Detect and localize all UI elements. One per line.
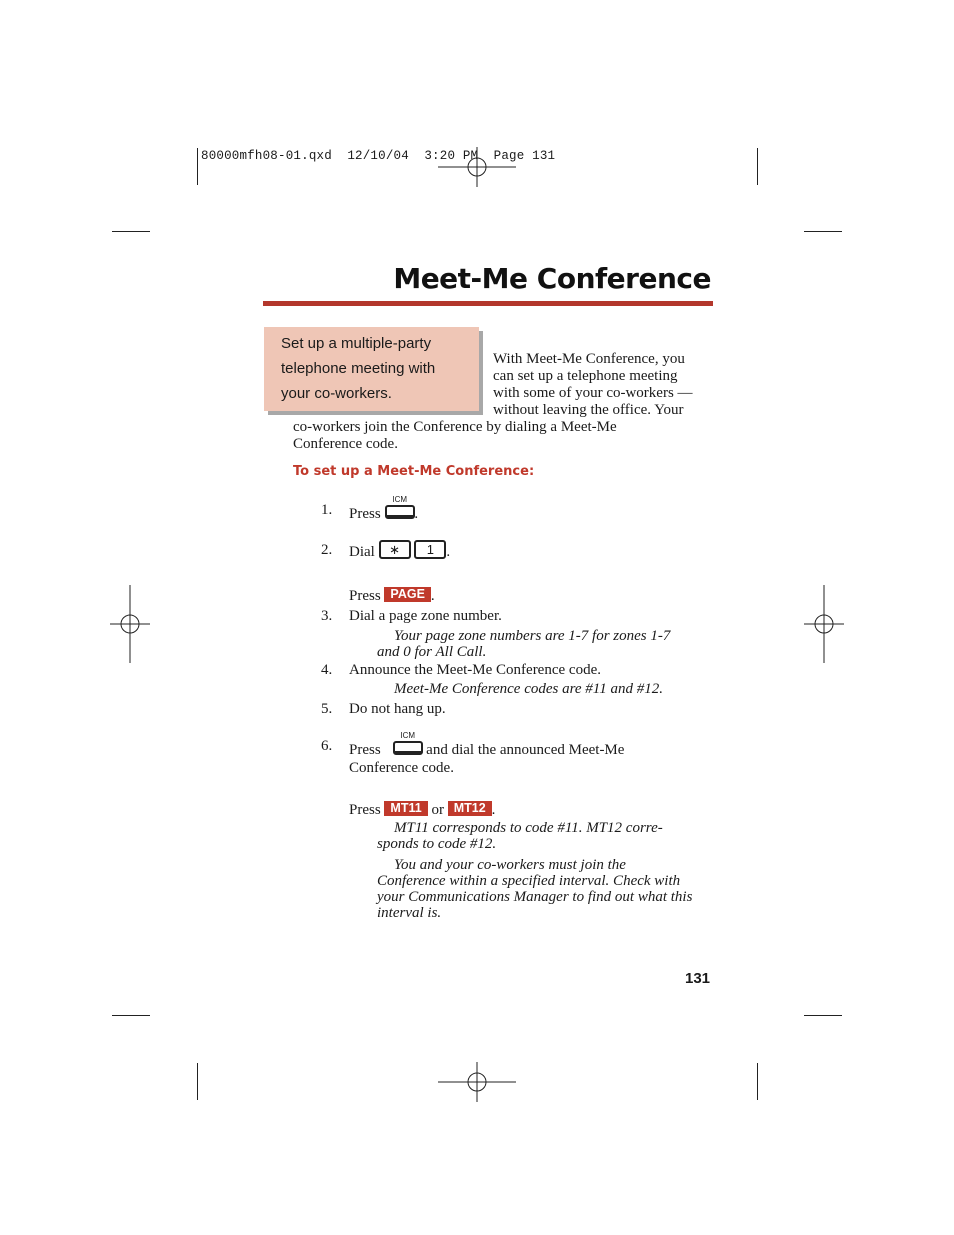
- step-period: .: [491, 802, 496, 818]
- step-text: and dial the announced Meet-Me: [426, 742, 625, 758]
- step-5: Do not hang up.: [349, 701, 446, 717]
- note-line: Conference within a specified interval. Check with: [377, 873, 681, 889]
- step-note: [377, 628, 670, 660]
- title-rule: [263, 301, 713, 306]
- step-6: [349, 731, 625, 777]
- callout-line: telephone meeting with: [281, 360, 436, 377]
- step-note: Meet-Me Conference codes are #11 and #12.: [394, 681, 663, 697]
- step-6-line-1: [349, 731, 625, 759]
- step-text: Press: [349, 742, 381, 758]
- step-6-line-2: Conference code.: [349, 760, 454, 776]
- procedure-heading: To set up a Meet-Me Conference:: [293, 464, 535, 479]
- crop-mark: [804, 1015, 842, 1016]
- step-3: Dial a page zone number.: [349, 608, 502, 624]
- step-number: 1.: [321, 502, 333, 518]
- page-title: Meet-Me Conference: [393, 262, 711, 295]
- registration-mark-icon: [804, 585, 844, 663]
- page-number: 131: [685, 970, 711, 987]
- crop-mark: [757, 148, 758, 185]
- crop-mark: [112, 1015, 150, 1016]
- mt12-softkey: MT12: [448, 801, 492, 816]
- intro-line: With Meet-Me Conference, you: [493, 351, 685, 367]
- intro-line: Conference code.: [293, 436, 398, 452]
- step-number: 3.: [321, 608, 333, 624]
- note-line: interval is.: [377, 905, 442, 921]
- slug-line: 80000mfh08-01.qxd 12/10/04 3:20 PM Page 131: [201, 149, 556, 163]
- callout-box: [264, 327, 479, 411]
- step-text: Dial: [349, 544, 375, 560]
- icm-button-shape: [385, 505, 415, 519]
- crop-mark: [197, 1063, 198, 1100]
- intro-line: with some of your co-workers —: [493, 385, 693, 401]
- page-softkey: PAGE: [384, 587, 431, 602]
- step-period: .: [414, 506, 419, 522]
- note-line: MT11 corresponds to code #11. MT12 corre-: [394, 820, 663, 836]
- registration-mark-icon: [438, 1062, 516, 1102]
- icm-label: ICM: [400, 731, 416, 740]
- step-text: Press: [349, 588, 381, 604]
- icm-key-icon: [384, 495, 414, 519]
- step-note: [377, 857, 692, 921]
- step-text: Press: [349, 506, 381, 522]
- crop-mark: [112, 231, 150, 232]
- one-key-icon: 1: [414, 540, 446, 559]
- star-key-icon: ∗: [379, 540, 411, 559]
- note-line: sponds to code #12.: [377, 836, 497, 852]
- step-number: 6.: [321, 738, 333, 754]
- step-period: .: [446, 544, 451, 560]
- crop-mark: [197, 148, 198, 185]
- step-period: .: [430, 588, 435, 604]
- step-4: Announce the Meet-Me Conference code.: [349, 662, 601, 678]
- press-mt-line: [349, 801, 495, 819]
- step-number: 4.: [321, 662, 333, 678]
- callout-line: Set up a multiple-party: [281, 335, 432, 352]
- mt11-softkey: MT11: [384, 801, 427, 816]
- press-page-line: [349, 587, 435, 605]
- icm-label: ICM: [392, 495, 408, 504]
- intro-paragraph: [493, 351, 693, 419]
- registration-mark-icon: [110, 585, 150, 663]
- crop-mark: [757, 1063, 758, 1100]
- step-number: 2.: [321, 542, 333, 558]
- callout-text: [281, 331, 435, 406]
- note-line: and 0 for All Call.: [377, 644, 487, 660]
- step-note: [377, 820, 663, 852]
- callout-line: your co-workers.: [281, 385, 392, 402]
- crop-mark: [804, 231, 842, 232]
- step-text: Press: [349, 802, 381, 818]
- intro-line: can set up a telephone meeting: [493, 368, 678, 384]
- icm-button-shape: [393, 741, 423, 755]
- step-number: 5.: [321, 701, 333, 717]
- intro-line: co-workers join the Conference by dialing a Meet-Me: [293, 419, 617, 435]
- step-1: [349, 495, 419, 523]
- intro-paragraph-cont: [293, 419, 617, 453]
- note-line: Your page zone numbers are 1-7 for zones 1-7: [394, 628, 671, 644]
- intro-line: without leaving the office. Your: [493, 402, 684, 418]
- step-text: or: [431, 802, 444, 818]
- icm-key-icon: [392, 731, 422, 755]
- note-line: your Communications Manager to find out what this: [377, 889, 693, 905]
- note-line: You and your co-workers must join the: [394, 857, 626, 873]
- step-2: [349, 540, 450, 559]
